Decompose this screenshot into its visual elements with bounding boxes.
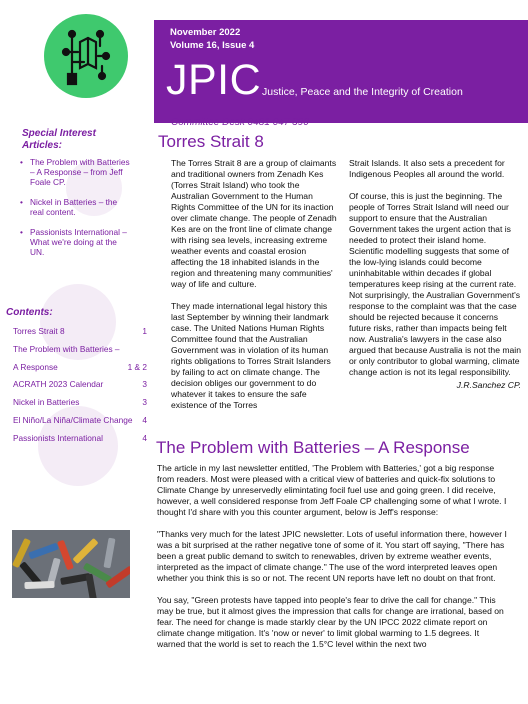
special-interest-heading: Special Interest Articles: bbox=[22, 128, 96, 151]
table-of-contents bbox=[13, 326, 147, 451]
paragraph: "Thanks very much for the latest JPIC newsletter. Lots of useful information there, however I was a bit surprised at the rather negative tone of some of it. You start off saying, "There has been a great public demand to switch to renewables, driven by extreme weather events, interpreted as the impact of climate change." The use of the word interpreted leaves open whether you think this is so or not. The recent UN reports have left no doubt on that front. bbox=[157, 529, 507, 583]
article1-left-column bbox=[171, 158, 339, 422]
battery-icon bbox=[85, 574, 97, 598]
article2-body bbox=[157, 463, 509, 661]
toc-row[interactable] bbox=[13, 344, 147, 362]
toc-label: Torres Strait 8 bbox=[13, 326, 65, 336]
newsletter-tagline: Justice, Peace and the Integrity of Creation bbox=[262, 86, 463, 98]
paragraph: Strait Islands. It also sets a precedent for Indigenous Peoples all around the world. bbox=[349, 158, 505, 179]
battery-icon bbox=[72, 538, 98, 564]
toc-page: 1 & 2 bbox=[127, 361, 147, 372]
toc-page: 4 bbox=[142, 432, 147, 443]
newsletter-title: JPIC bbox=[166, 56, 262, 104]
article1-right-column bbox=[349, 158, 521, 391]
battery-icon bbox=[24, 581, 54, 589]
signature: J.R.Sanchez CP. bbox=[456, 380, 521, 390]
jpic-logo-graphic bbox=[44, 14, 128, 98]
toc-row[interactable] bbox=[13, 362, 147, 380]
toc-row[interactable] bbox=[13, 433, 147, 451]
paragraph: You say, "Green protests have tapped into people's fear to drive the call for change." This may be true, but it almost gives the impression that calls for change are irrational, based on fear. The need for change is made starkly clear by the UN IPCC 2022 climate report on climate change mitigation. It's 'now or never' to limit global warming to 1.5 degrees. It warned that the world is set to reach the 1.5°C level within the next two bbox=[157, 595, 504, 649]
batteries-photo bbox=[12, 530, 130, 598]
battery-icon bbox=[103, 538, 115, 569]
toc-row[interactable] bbox=[13, 397, 147, 415]
toc-page: 3 bbox=[142, 379, 147, 390]
article-title: The Problem with Batteries – A Response bbox=[156, 438, 470, 457]
contents-heading: Contents: bbox=[6, 307, 53, 318]
toc-row[interactable] bbox=[13, 379, 147, 397]
paragraph: They made international legal history this last September by winning their landmark case. The United Nations Human Rights Committee found that the Australian Government was in violation of its human rights obligations to Torres Strait Islanders by failing to act on climate change. The decision obliges our government to do whatever it takes to ensure the safe existence of the Torres bbox=[171, 301, 331, 410]
special-interest-list bbox=[18, 157, 130, 267]
special-interest-item[interactable]: • The Problem with Batteries – A Response – from Jeff Foale CP. bbox=[18, 157, 130, 187]
issue-volume: Volume 16, Issue 4 bbox=[170, 40, 255, 51]
toc-label: Passionists International bbox=[13, 432, 103, 443]
paragraph: The article in my last newsletter entitled, 'The Problem with Batteries,' got a big response from readers. Most were pleased with a critical view of batteries and quick-fix solutions to Climate Change by unreservedly elimintating focil fuel use and going green. I did receive, however, a well considered response from Jeff Foale CP challenging some of what I wrote. I thought I'd share with you this counter argument, below is Jeff's response: bbox=[157, 463, 507, 517]
issue-info bbox=[170, 26, 254, 52]
toc-page: 1 bbox=[142, 326, 147, 336]
toc-label: El Niño/La Niña/Climate Change bbox=[13, 414, 133, 425]
toc-label: ACRATH 2023 Calendar bbox=[13, 379, 104, 390]
toc-label: The Problem with Batteries – bbox=[13, 343, 120, 354]
toc-row[interactable] bbox=[13, 326, 147, 344]
special-interest-item[interactable]: • Nickel in Batteries – the real content. bbox=[18, 197, 130, 217]
committee-contact: Committee Desk 0481 047 390 bbox=[171, 117, 309, 128]
toc-page: 4 bbox=[142, 414, 147, 425]
toc-label: A Response bbox=[13, 361, 58, 372]
toc-label: Nickel in Batteries bbox=[13, 397, 80, 408]
article-title: Torres Strait 8 bbox=[158, 132, 264, 151]
special-interest-item[interactable]: • Passionists International – What we're doing at the UN. bbox=[18, 227, 130, 257]
toc-row[interactable] bbox=[13, 415, 147, 433]
paragraph: The Torres Strait 8 are a group of claimants and traditional owners from Zenadh Kes (Torres Strait Island) who took the Australian Government to the Human Rights Committee of the UN for its inaction over climate change. The people of Zenadh Kes are on the front line of climate change with rising sea levels, increasing extreme weather events and coastal erosion affecting the 18 inhabited islands in the region and threatening many communities' way of life and culture. bbox=[171, 158, 337, 289]
jpic-logo-icon bbox=[44, 14, 128, 98]
issue-date: November 2022 bbox=[170, 27, 241, 38]
paragraph: Of course, this is just the beginning. The people of Torres Strait Island will need our support to ensure that the Australian Government takes the urgent action that is needed to protect their island home. Scientific modelling suggests that some of the low-lying islands could become uninhabitable within decades if global temperatures keep rising at the current rate. Not surprisingly, the Australian Government's response to the complaint was that the case should be rejected because it concerns future risks, rather than impacts being felt now. Australia's lawyers in the case also argued that because Australia is not the main or only contributor to global warming, climate change action is not its legal responsibility. bbox=[349, 191, 521, 377]
toc-page: 3 bbox=[142, 397, 147, 408]
battery-icon bbox=[57, 540, 74, 571]
